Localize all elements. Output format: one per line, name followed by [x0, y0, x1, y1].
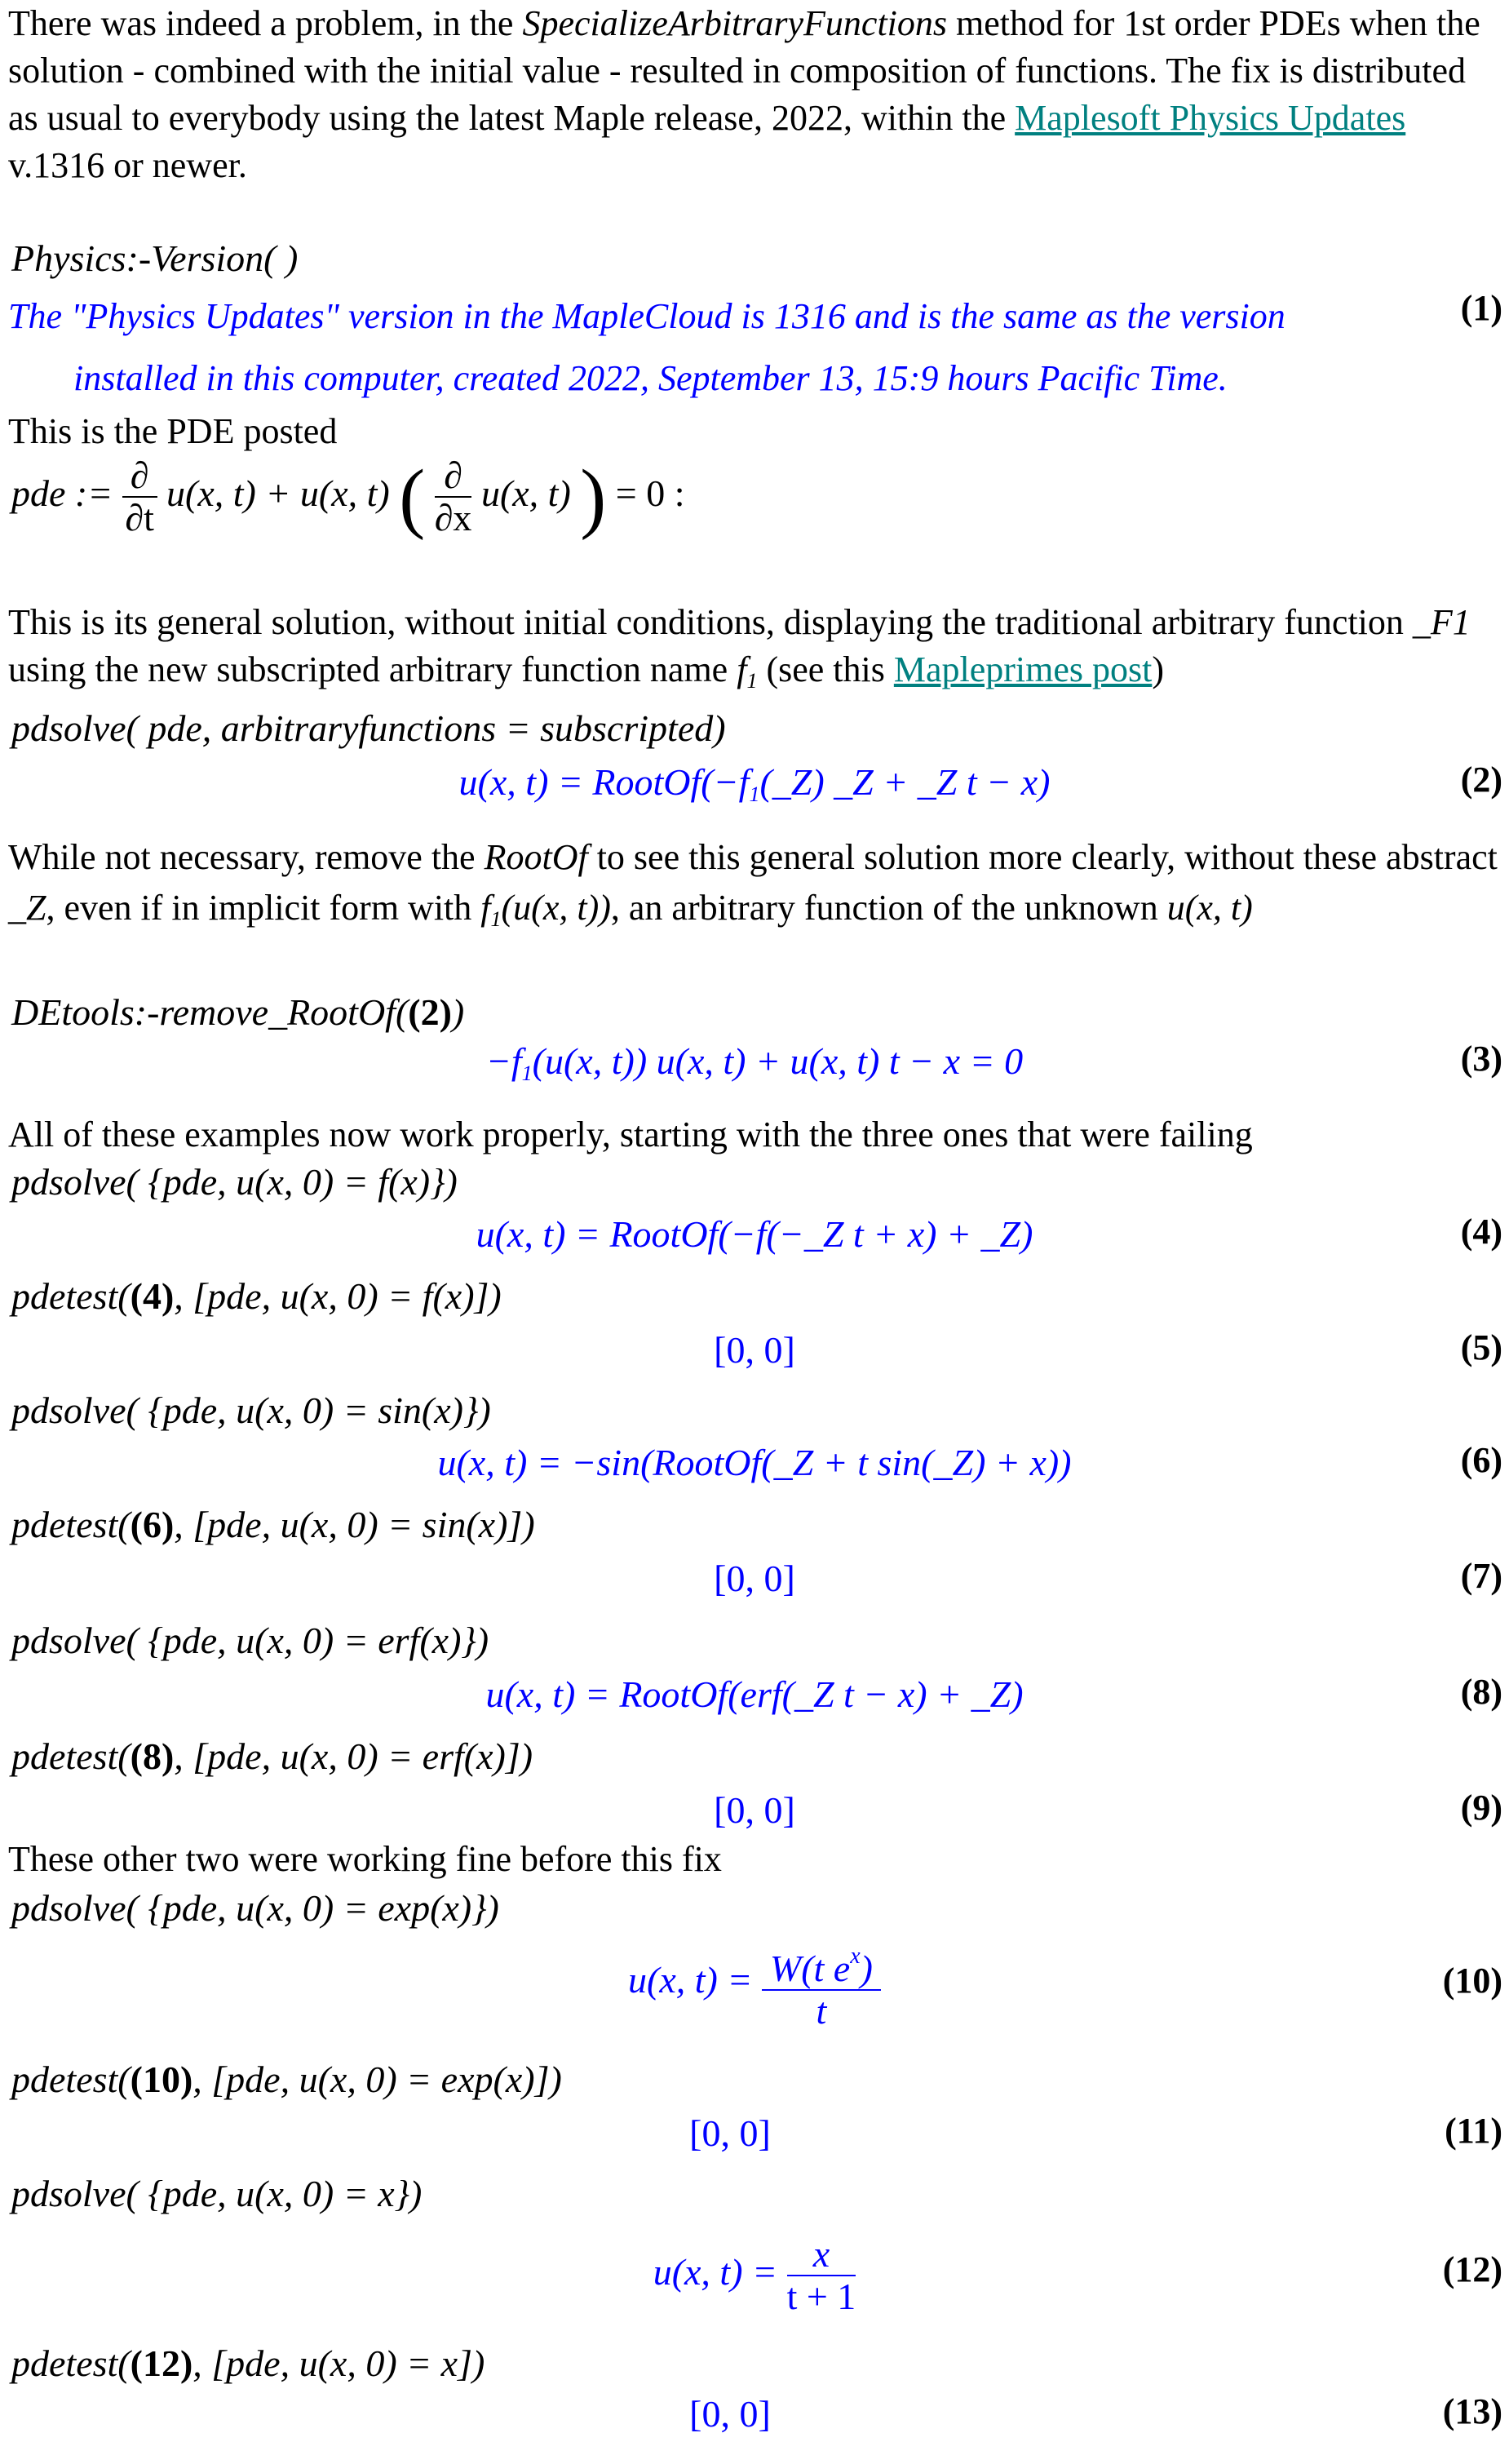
input-pdsolve-f[interactable]: pdsolve( {pde, u(x, 0) = f(x)})	[11, 1161, 458, 1203]
fraction: $\frac{x}{t + 1}$	[786, 2233, 856, 2318]
intro-text: v.1316 or newer.	[8, 145, 247, 185]
fraction: $\frac{W(t e^x)}{t}$	[762, 1936, 881, 2032]
output-7: [0, 0]	[714, 1558, 795, 1599]
input-pde-definition[interactable]: pde := $\frac{\partial}{\partial t}$ u(x, t) + u(x, t) ( $\frac{\partial}{\partial x}$ u(x, t) ) = 0 :	[11, 453, 685, 541]
mapleprimes-post-link[interactable]: Mapleprimes post	[893, 649, 1153, 689]
input-pdsolve-exp[interactable]: pdsolve( {pde, u(x, 0) = exp(x)})	[11, 1887, 499, 1929]
input-pdetest-12[interactable]: pdetest((12), [pde, u(x, 0) = x])	[11, 2342, 485, 2384]
output-12: u(x, t) = $\frac{x}{t + 1}$	[653, 2233, 856, 2318]
output-8: u(x, t) = RootOf(erf(_Z t − x) + _Z)	[485, 1673, 1024, 1715]
other-intro-text: These other two were working fine before this fix	[8, 1839, 722, 1879]
equation-label: (7)	[1460, 1556, 1502, 1596]
input-pdetest-6[interactable]: pdetest((6), [pde, u(x, 0) = sin(x)])	[11, 1504, 535, 1545]
input-pdsolve-erf[interactable]: pdsolve( {pde, u(x, 0) = erf(x)})	[11, 1620, 489, 1661]
intro-text: method for 1st order PDEs when the solution - combined with the initial value - resulted in composition of functions. The fix is distributed as usual to everybody using the latest Maple release, 2022, within the	[8, 3, 1480, 138]
output-5: [0, 0]	[714, 1329, 795, 1371]
equation-label: (10)	[1442, 1961, 1502, 2001]
examples-intro-text: All of these examples now work properly, starting with the three ones that were failing	[8, 1115, 1253, 1154]
equation-label: (2)	[1460, 760, 1502, 800]
input-version[interactable]: Physics:-Version( )	[11, 237, 299, 279]
method-name: SpecializeArbitraryFunctions	[522, 3, 948, 43]
equation-label: (11)	[1445, 2111, 1502, 2151]
output-11: [0, 0]	[689, 2112, 771, 2154]
input-remove-rootof[interactable]: DEtools:-remove_RootOf((2))	[11, 991, 465, 1033]
equation-label: (6)	[1460, 1440, 1502, 1480]
general-solution-text: This is its general solution, without initial conditions, displaying the traditional arbitrary function _F1 using the new subscripted arbitrary function name $f_1$ (see this Mapleprimes post)	[8, 602, 1471, 693]
equation-label: (12)	[1442, 2249, 1502, 2289]
output-version	[8, 286, 1501, 410]
intro-text: There was indeed a problem, in the	[8, 3, 523, 43]
partial-x-fraction: $\frac{\partial}{\partial x}$	[434, 454, 472, 539]
input-pdsolve-sin[interactable]: pdsolve( {pde, u(x, 0) = sin(x)})	[11, 1389, 491, 1431]
output-4: u(x, t) = RootOf(−f(−_Z t + x) + _Z)	[476, 1213, 1033, 1255]
equation-label: (4)	[1460, 1212, 1502, 1252]
physics-updates-link[interactable]: Maplesoft Physics Updates	[1015, 98, 1406, 138]
output-9: [0, 0]	[714, 1789, 795, 1831]
output-3: $-f_1(u(x$, t)) u(x, t) + u(x, t) t − x = 0	[485, 1040, 1024, 1085]
remove-rootof-text: While not necessary, remove the RootOf to see this general solution more clearly, without these abstract _Z, even if in implicit form with $f_1(u(x$, t)), an arbitrary function of the unknown u(x, t)	[8, 837, 1498, 931]
pde-intro-text: This is the PDE posted	[8, 411, 338, 451]
equation-label: (8)	[1460, 1672, 1502, 1712]
partial-t-fraction: $\frac{\partial}{\partial t}$	[122, 455, 157, 538]
equation-label: (3)	[1460, 1039, 1502, 1079]
equation-label: (5)	[1460, 1327, 1502, 1367]
version-line-2: installed in this computer, created 2022, September 13, 15:9 hours Pacific Time.	[73, 358, 1228, 398]
output-2: u(x, $t) = RootOf(-f_1(\_Z)$ _Z + _Z t − x)	[458, 761, 1051, 806]
version-line-1: The "Physics Updates" version in the MapleCloud is 1316 and is the same as the version	[8, 296, 1286, 336]
input-pdsolve-x[interactable]: pdsolve( {pde, u(x, 0) = x})	[11, 2173, 423, 2214]
equation-label: (13)	[1442, 2391, 1502, 2431]
output-6: u(x, t) = −sin(RootOf(_Z + t sin(_Z) + x))	[437, 1442, 1072, 1483]
input-pdetest-10[interactable]: pdetest((10), [pde, u(x, 0) = exp(x)])	[11, 2059, 562, 2100]
equation-label: (9)	[1460, 1788, 1502, 1828]
output-13: [0, 0]	[689, 2393, 771, 2435]
input-pdetest-8[interactable]: pdetest((8), [pde, u(x, 0) = erf(x)])	[11, 1735, 533, 1777]
equation-label: (1)	[1460, 288, 1502, 328]
output-10: u(x, t) = $\frac{W(t e^x)}{t}$	[0, 1935, 1509, 2032]
input-pdetest-4[interactable]: pdetest((4), [pde, u(x, 0) = f(x)])	[11, 1275, 502, 1317]
intro-paragraph	[8, 0, 1501, 189]
input-pdsolve-subscripted[interactable]: pdsolve( pde, arbitraryfunctions = subscripted)	[11, 707, 726, 749]
